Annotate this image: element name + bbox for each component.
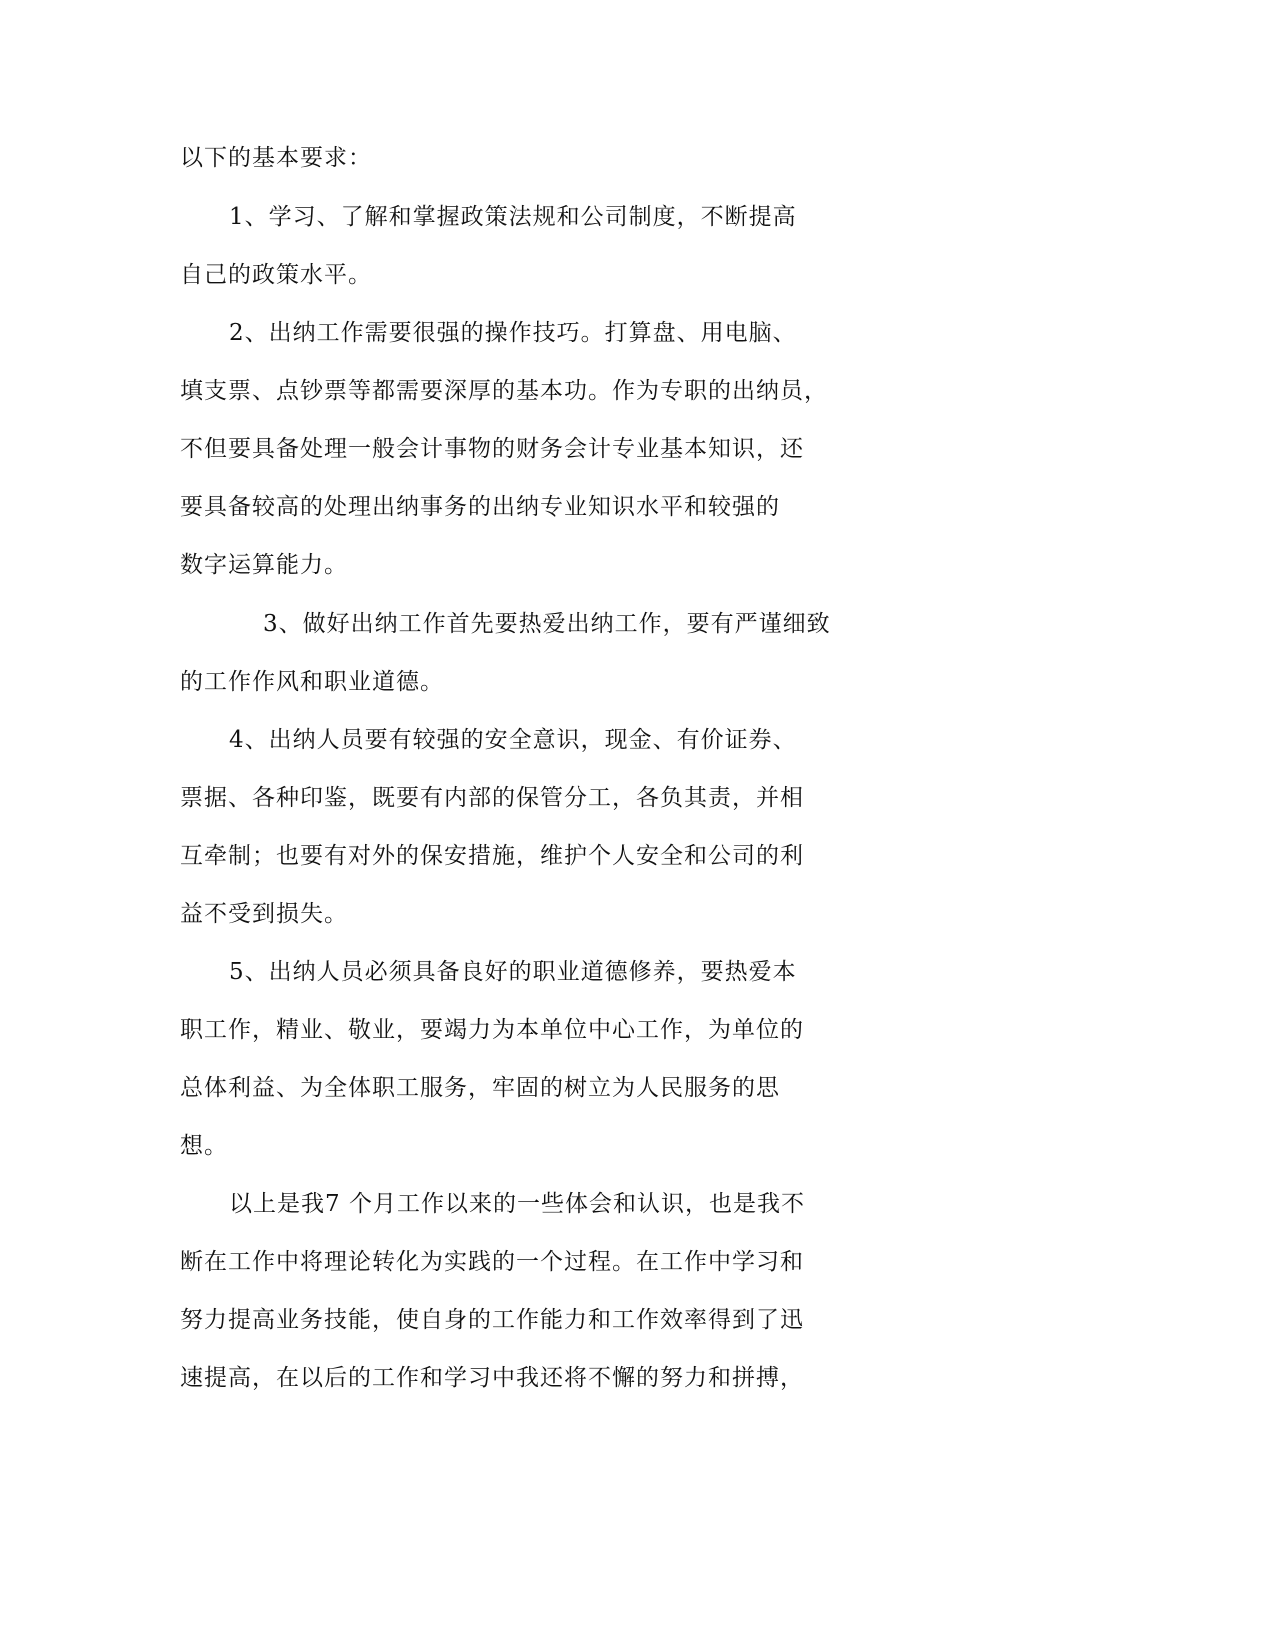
text-line: 断在工作中将理论转化为实践的一个过程。在工作中学习和	[180, 1249, 804, 1275]
text-line: 填支票、点钞票等都需要深厚的基本功。作为专职的出纳员，	[180, 378, 828, 404]
text-line: 想。	[180, 1133, 228, 1159]
list-item-4-line: 4、出纳人员要有较强的安全意识，现金、有价证券、	[229, 727, 797, 753]
text-line: 努力提高业务技能，使自身的工作能力和工作效率得到了迅	[180, 1307, 804, 1333]
text-line: 自己的政策水平。	[180, 262, 372, 288]
text-line: 益不受到损失。	[180, 901, 348, 927]
conclusion-line: 以上是我7 个月工作以来的一些体会和认识，也是我不	[229, 1191, 805, 1217]
text-line: 职工作，精业、敬业，要竭力为本单位中心工作，为单位的	[180, 1017, 804, 1043]
text-line: 的工作作风和职业道德。	[180, 669, 444, 695]
list-item-1-line: 1、学习、了解和掌握政策法规和公司制度，不断提高	[229, 204, 797, 230]
text-line: 票据、各种印鉴，既要有内部的保管分工，各负其责，并相	[180, 785, 804, 811]
list-item-5-line: 5、出纳人员必须具备良好的职业道德修养，要热爱本	[229, 959, 797, 985]
text-line: 互牵制；也要有对外的保安措施，维护个人安全和公司的利	[180, 843, 804, 869]
list-item-3-line: 3、做好出纳工作首先要热爱出纳工作，要有严谨细致	[263, 611, 831, 637]
text-line: 不但要具备处理一般会计事物的财务会计专业基本知识，还	[180, 436, 804, 462]
text-line: 速提高，在以后的工作和学习中我还将不懈的努力和拼搏，	[180, 1365, 804, 1391]
text-line: 要具备较高的处理出纳事务的出纳专业知识水平和较强的	[180, 494, 780, 520]
text-line: 数字运算能力。	[180, 552, 348, 578]
list-item-2-line: 2、出纳工作需要很强的操作技巧。打算盘、用电脑、	[229, 320, 797, 346]
text-line: 以下的基本要求：	[180, 145, 372, 171]
text-line: 总体利益、为全体职工服务，牢固的树立为人民服务的思	[180, 1075, 780, 1101]
